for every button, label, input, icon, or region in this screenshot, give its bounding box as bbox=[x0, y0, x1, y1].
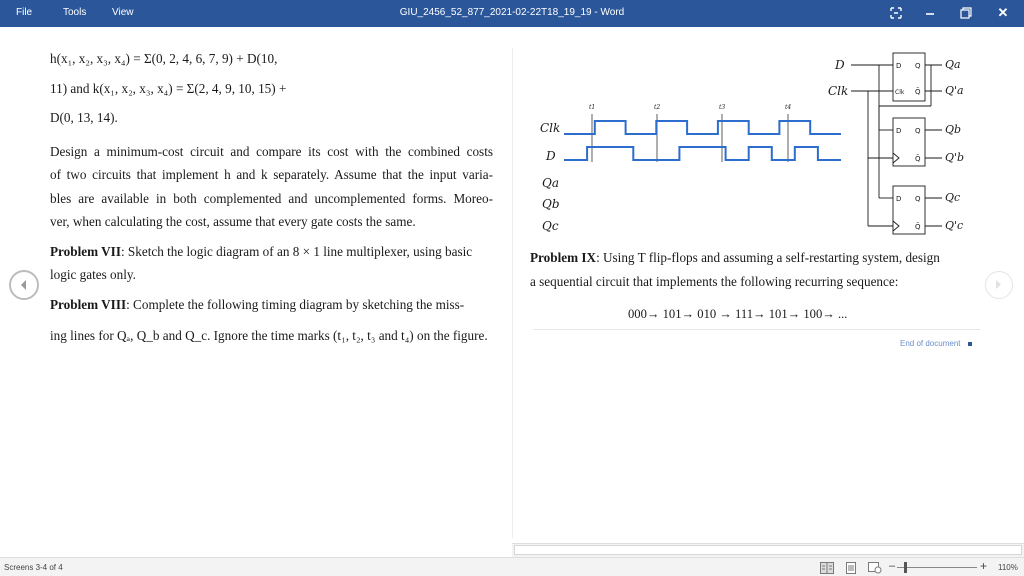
status-bar bbox=[0, 557, 1024, 576]
ff-b-q-pin: Q bbox=[915, 127, 921, 135]
paragraph-line: ver, when calculating the cost, assume that every gate costs the same. bbox=[50, 214, 416, 229]
problem-8-line-1 bbox=[50, 298, 464, 311]
print-layout-icon bbox=[844, 562, 858, 574]
close-icon: ✕ bbox=[997, 5, 1009, 20]
problem-7-label: Problem VII bbox=[50, 244, 121, 259]
read-mode-icon bbox=[820, 562, 834, 574]
output-qc-bar: Q'c bbox=[945, 219, 964, 232]
print-layout-button[interactable] bbox=[844, 561, 858, 573]
time-mark-t3: t3 bbox=[719, 104, 726, 111]
problem-7-text: : Sketch the logic diagram of an 8 × 1 line multiplexer, using basic bbox=[120, 244, 473, 259]
next-screen-button[interactable] bbox=[985, 271, 1013, 299]
problem-8-text: : Complete the following timing diagram by sketching the miss- bbox=[126, 297, 465, 312]
recurring-sequence: 000→ 101→ 010 → 111→ 101→ 100→ ... bbox=[628, 307, 848, 321]
clock-input-triangle bbox=[893, 153, 899, 163]
ff-c-qbar-pin: Q̄ bbox=[915, 223, 921, 231]
clock-input-triangle bbox=[893, 221, 899, 231]
screen-counter: Screens 3-4 of 4 bbox=[4, 563, 63, 572]
end-of-document-label: End of document bbox=[900, 339, 961, 348]
flip-flop-c bbox=[893, 186, 925, 234]
end-separator bbox=[533, 329, 980, 330]
problem-9-label: Problem IX bbox=[530, 250, 597, 265]
signal-label-qb: Qb bbox=[542, 197, 560, 211]
ff-a-qbar-pin: Q̄ bbox=[915, 88, 921, 96]
chevron-right-icon bbox=[986, 272, 1011, 297]
column-divider bbox=[512, 48, 513, 538]
ff-a-clk-pin: Clk bbox=[895, 89, 905, 96]
problem-9-line-2: a sequential circuit that implements the following recurring sequence: bbox=[530, 274, 899, 289]
end-of-document-marker bbox=[968, 342, 972, 346]
signal-label-d: D bbox=[546, 149, 556, 163]
chevron-left-icon bbox=[11, 272, 37, 298]
zoom-out-button[interactable]: – bbox=[889, 560, 896, 572]
restore-button[interactable] bbox=[956, 4, 976, 22]
previous-screen-button[interactable] bbox=[9, 270, 39, 300]
ff-a-d-pin: D bbox=[896, 62, 902, 70]
problem-9-line-1 bbox=[530, 251, 940, 264]
title-bar bbox=[0, 0, 1024, 27]
horizontal-scrollbar[interactable] bbox=[514, 545, 1022, 555]
flip-flop-a bbox=[893, 53, 925, 101]
flip-flop-b bbox=[893, 118, 925, 166]
equation-line-1: h(x₁, x₂, x₃, x₄) = Σ(0, 2, 4, 6, 7, 9) + D(10, bbox=[50, 51, 278, 66]
ff-b-qbar-pin: Q̄ bbox=[915, 155, 921, 163]
clk-waveform bbox=[564, 121, 841, 134]
ff-a-q-pin: Q bbox=[915, 62, 921, 70]
time-mark-t1: t1 bbox=[589, 104, 596, 111]
menu-file[interactable]: File bbox=[16, 7, 33, 18]
close-button[interactable] bbox=[993, 4, 1013, 22]
web-layout-icon bbox=[868, 562, 882, 574]
restore-icon bbox=[960, 7, 972, 19]
problem-8-line-2: ing lines for Qₐ, Q_b and Q_c. Ignore the time marks (t₁, t₂, t₃ and t₄) on the figure. bbox=[50, 328, 488, 343]
d-waveform bbox=[564, 147, 841, 160]
ff-c-q-pin: Q bbox=[915, 195, 921, 203]
ff-c-d-pin: D bbox=[896, 195, 902, 203]
focus-mode-button[interactable] bbox=[886, 4, 906, 22]
web-layout-button[interactable] bbox=[868, 561, 882, 573]
time-mark-t4: t4 bbox=[785, 104, 792, 111]
paragraph-line: bles are available in both complemented and uncomplemented forms. Moreo- bbox=[50, 191, 493, 206]
minimize-icon bbox=[925, 7, 935, 19]
output-qc: Qc bbox=[945, 191, 961, 204]
time-mark-t2: t2 bbox=[654, 104, 661, 111]
zoom-slider-thumb[interactable] bbox=[904, 562, 907, 573]
signal-label-qa: Qa bbox=[542, 176, 559, 190]
equation-line-2: 11) and k(x₁, x₂, x₃, x₄) = Σ(2, 4, 9, 10, 15) + bbox=[50, 81, 287, 96]
paragraph-line: Design a minimum-cost circuit and compare its cost with the combined costs bbox=[50, 144, 493, 159]
problem-7-line-2: logic gates only. bbox=[50, 267, 136, 282]
problem-8-label: Problem VIII bbox=[50, 297, 127, 312]
document-title: GIU_2456_52_877_2021-02-22T18_19_19 - Word bbox=[399, 7, 625, 18]
output-qa-bar: Q'a bbox=[945, 84, 964, 97]
paragraph-line: of two circuits that implement h and k separately. Assume that the input varia- bbox=[50, 167, 493, 182]
zoom-percentage[interactable]: 110% bbox=[998, 563, 1018, 572]
output-qb-bar: Q'b bbox=[945, 151, 965, 164]
output-qa: Qa bbox=[945, 58, 961, 71]
read-mode-button[interactable] bbox=[820, 561, 834, 573]
signal-label-qc: Qc bbox=[542, 219, 559, 233]
problem-9-text: : Using T flip-flops and assuming a self-restarting system, design bbox=[596, 250, 940, 265]
menu-tools[interactable]: Tools bbox=[63, 7, 87, 18]
menu-view[interactable]: View bbox=[112, 7, 134, 18]
equation-line-3: D(0, 13, 14). bbox=[50, 110, 118, 125]
circuit-input-clk: Clk bbox=[828, 84, 849, 98]
minimize-button[interactable] bbox=[920, 4, 940, 22]
ff-b-d-pin: D bbox=[896, 127, 902, 135]
zoom-slider-track[interactable] bbox=[897, 567, 977, 568]
problem-7-line-1 bbox=[50, 245, 472, 258]
circuit-input-d: D bbox=[835, 58, 845, 72]
signal-label-clk: Clk bbox=[540, 121, 561, 135]
output-qb: Qb bbox=[945, 123, 962, 136]
focus-mode-icon bbox=[890, 7, 902, 19]
zoom-in-button[interactable]: + bbox=[980, 559, 988, 573]
